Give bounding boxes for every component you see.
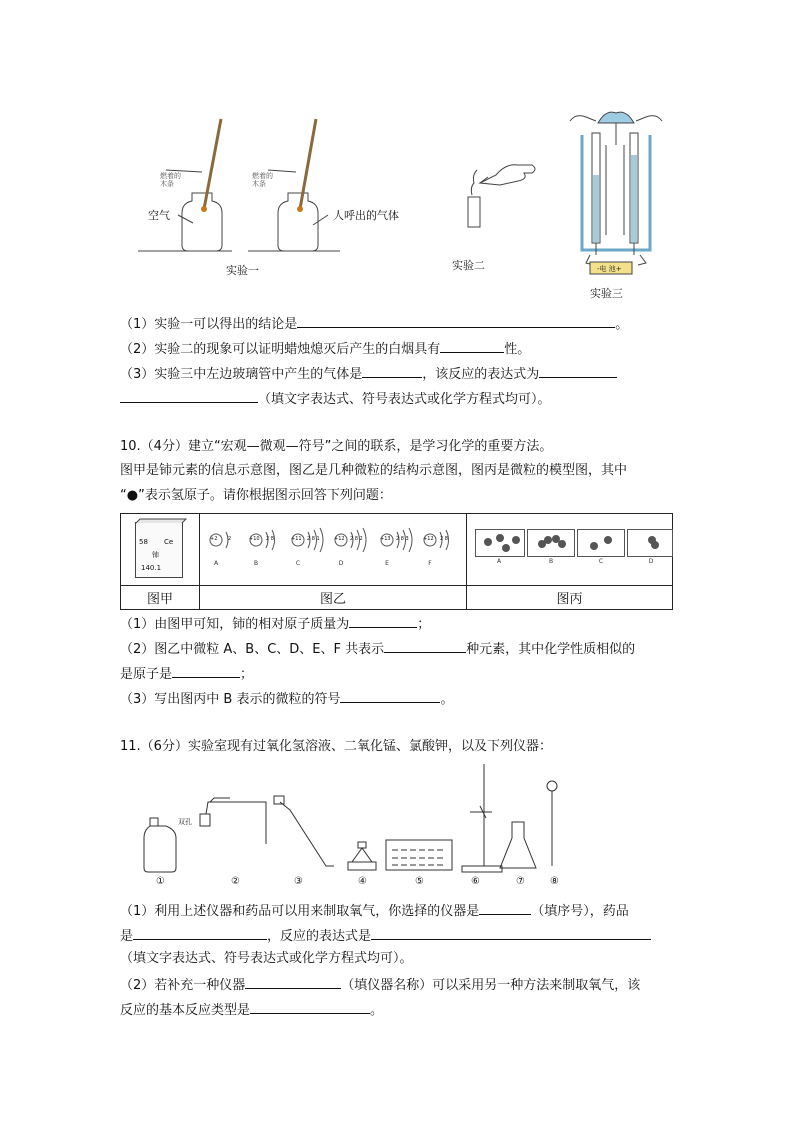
stick-label-line: 燃着的	[160, 172, 181, 180]
q11-sub1b-mid: ，反应的表达式是	[267, 929, 372, 944]
caption-yi: 图乙	[200, 586, 467, 610]
caption-jia: 图甲	[121, 586, 200, 610]
atom-structure-cell	[200, 514, 467, 586]
nucleus-charge: +10	[249, 536, 260, 542]
hydrogen-atom-dot	[496, 534, 504, 542]
q10-intro-2: “●”表示氢原子。请你根据图示回答下列问题：	[120, 488, 392, 503]
q10-sub1	[120, 614, 430, 634]
stick-label-line: 燃着的	[252, 172, 273, 180]
hydrogen-atom-dot	[484, 538, 492, 546]
q11-sub2b-text: 反应的基本反应类型是	[120, 1003, 251, 1018]
q9-sub2-end: 性。	[504, 342, 531, 357]
q10-sub3	[120, 689, 453, 709]
q10-sub3-end: 。	[440, 692, 454, 707]
answer-blank[interactable]	[172, 664, 240, 678]
apparatus-number: ⑧	[550, 876, 559, 887]
relative-atomic-mass: 140.1	[141, 564, 162, 572]
experiment-2-label: 实验二	[452, 259, 485, 272]
q10-sub2-cont	[120, 664, 253, 684]
caption-bing: 图丙	[467, 586, 673, 610]
shell-electrons: 2	[228, 536, 232, 542]
hydrogen-atom-dot	[558, 540, 566, 548]
atom-diagram	[420, 524, 462, 574]
exhaled-gas-label: 人呼出的气体	[333, 209, 399, 222]
experiment-drawings	[120, 105, 680, 300]
answer-blank[interactable]	[371, 926, 651, 940]
stick-label-line: 木条	[252, 180, 266, 188]
caption-row	[121, 586, 673, 610]
nucleus-charge: +12	[423, 536, 434, 542]
stick-label-2	[252, 172, 273, 188]
model-box	[577, 529, 625, 557]
nucleus-charge: +13	[380, 536, 391, 542]
particle-model-cell	[467, 514, 673, 586]
q11-sub1b-text: 是	[120, 929, 134, 944]
shell-electrons: 2 8	[440, 536, 448, 542]
q11-sub2-cont	[120, 1000, 383, 1020]
q9-sub3	[120, 364, 617, 384]
q10-intro-1: 图甲是铈元素的信息示意图，图乙是几种微粒的结构示意图，图丙是微粒的模型图，其中	[120, 463, 628, 478]
shell-electrons: 2 8 2	[350, 536, 363, 542]
shell-electrons: 2 8	[266, 536, 274, 542]
answer-blank[interactable]	[349, 614, 417, 628]
q11-title: 11.（6分）实验室现有过氧化氢溶液、二氧化锰、氯酸钾，以及下列仪器：	[120, 739, 552, 754]
atom-label: C	[295, 560, 301, 567]
nucleus-charge: +2	[210, 536, 218, 542]
nucleus-charge: +11	[291, 536, 302, 542]
nucleus-charge: +12	[334, 536, 345, 542]
q9-sub1-end: 。	[615, 317, 629, 332]
q11-sub1	[120, 901, 629, 921]
q11-sub1-text: （1）利用上述仪器和药品可以用来制取氧气，你选择的仪器是	[120, 904, 480, 919]
atom-label: E	[385, 560, 389, 567]
figure-row	[121, 514, 673, 586]
q11-sub2-text: （2）若补充一种仪器	[120, 978, 246, 993]
model-box	[627, 529, 673, 557]
q10-sub1-text: （1）由图甲可知，铈的相对原子质量为	[120, 617, 350, 632]
hydrogen-atom-dot	[590, 542, 598, 550]
model-box	[475, 529, 525, 557]
apparatus-number: ③	[294, 876, 303, 887]
answer-blank[interactable]	[440, 339, 504, 353]
q9-sub3-mid: ，该反应的表达式为	[422, 367, 540, 382]
hydrogen-atom-dot	[651, 541, 659, 549]
model-label: C	[598, 558, 604, 565]
q10-sub2b-end: ；	[240, 667, 254, 682]
q11-sub1-end: （填序号），药品	[531, 904, 629, 919]
shell-electrons: 2 8 3	[396, 536, 409, 542]
card-3d-edge	[135, 518, 189, 528]
model-box	[527, 529, 575, 557]
answer-blank[interactable]	[120, 389, 258, 403]
q9-sub2	[120, 339, 530, 359]
cerium-element-card	[135, 522, 183, 578]
hydrogen-atom-dot	[604, 536, 612, 544]
q11-sub2	[120, 975, 640, 995]
atom-diagram	[206, 524, 248, 574]
q11-sub2b-end: 。	[370, 1003, 384, 1018]
atom-label: A	[213, 560, 219, 567]
apparatus-number: ①	[156, 876, 165, 887]
air-label: 空气	[148, 209, 170, 222]
stick-label-1	[160, 172, 181, 188]
q10-sub3-text: （3）写出图丙中 B 表示的微粒的符号	[120, 692, 341, 707]
q10-sub2-text: （2）图乙中微粒 A、B、C、D、E、F 共表示	[120, 642, 385, 657]
apparatus-number: ⑦	[516, 876, 525, 887]
answer-blank[interactable]	[133, 926, 267, 940]
answer-blank[interactable]	[362, 364, 422, 378]
q9-sub1	[120, 314, 628, 334]
model-label: B	[548, 558, 554, 565]
hydrogen-atom-dot	[512, 536, 520, 544]
atom-diagram	[377, 524, 419, 574]
atomic-number: 58	[139, 538, 148, 546]
model-label: A	[496, 558, 502, 565]
element-name: 铈	[152, 551, 159, 559]
answer-blank[interactable]	[539, 364, 617, 378]
double-hole-label: 双孔	[178, 818, 192, 826]
answer-blank[interactable]	[297, 314, 615, 328]
answer-blank[interactable]	[340, 689, 440, 703]
experiment-3-label: 实验三	[590, 287, 623, 300]
answer-blank[interactable]	[479, 901, 531, 915]
stick-label-line: 木条	[160, 180, 174, 188]
apparatus-number: ⑥	[471, 876, 480, 887]
apparatus-number: ④	[358, 876, 367, 887]
model-label: D	[648, 558, 654, 565]
q9-sub3-note: （填文字表达式、符号表达式或化学方程式均可）。	[258, 392, 551, 407]
q10-sub2-mid: 种元素，其中化学性质相似的	[466, 642, 636, 657]
q10-sub2b-text: 是原子是	[120, 667, 173, 682]
atom-diagram	[246, 524, 288, 574]
q10-sub2	[120, 639, 635, 659]
answer-blank[interactable]	[384, 639, 466, 653]
hydrogen-atom-dot	[544, 536, 552, 544]
apparatus-number: ②	[231, 876, 240, 887]
apparatus-number: ⑤	[415, 876, 424, 887]
q9-sub1-text: （1）实验一可以得出的结论是	[120, 317, 298, 332]
hydrogen-atom-dot	[502, 544, 510, 552]
q11-sub2-end: （填仪器名称）可以采用另一种方法来制取氧气，该	[341, 978, 641, 993]
element-card-cell	[121, 514, 200, 586]
answer-blank[interactable]	[250, 1000, 370, 1014]
element-symbol: Ce	[164, 538, 174, 546]
atom-label: F	[428, 560, 432, 567]
q11-sub1-note: （填文字表达式、符号表达式或化学方程式均可）。	[120, 951, 413, 966]
q10-title: 10.（4分）建立“宏观—微观—符号”之间的联系，是学习化学的重要方法。	[120, 439, 553, 454]
battery-label: -电 池+	[597, 265, 622, 273]
q10-figure-table	[120, 513, 673, 610]
experiment-1-label: 实验一	[226, 264, 259, 277]
atom-diagram	[288, 524, 330, 574]
q11-sub1-cont	[120, 926, 651, 946]
shell-electrons: 2 8 1	[307, 536, 320, 542]
atom-diagram	[331, 524, 373, 574]
atom-label: B	[253, 560, 259, 567]
lab-apparatus-drawings	[140, 762, 580, 877]
atom-label: D	[338, 560, 344, 567]
q9-sub3-text: （3）实验三中左边玻璃管中产生的气体是	[120, 367, 363, 382]
answer-blank[interactable]	[245, 975, 341, 989]
q10-sub1-end: ；	[417, 617, 431, 632]
q9-sub3-cont	[120, 389, 551, 409]
q9-sub2-text: （2）实验二的现象可以证明蜡烛熄灭后产生的白烟具有	[120, 342, 441, 357]
